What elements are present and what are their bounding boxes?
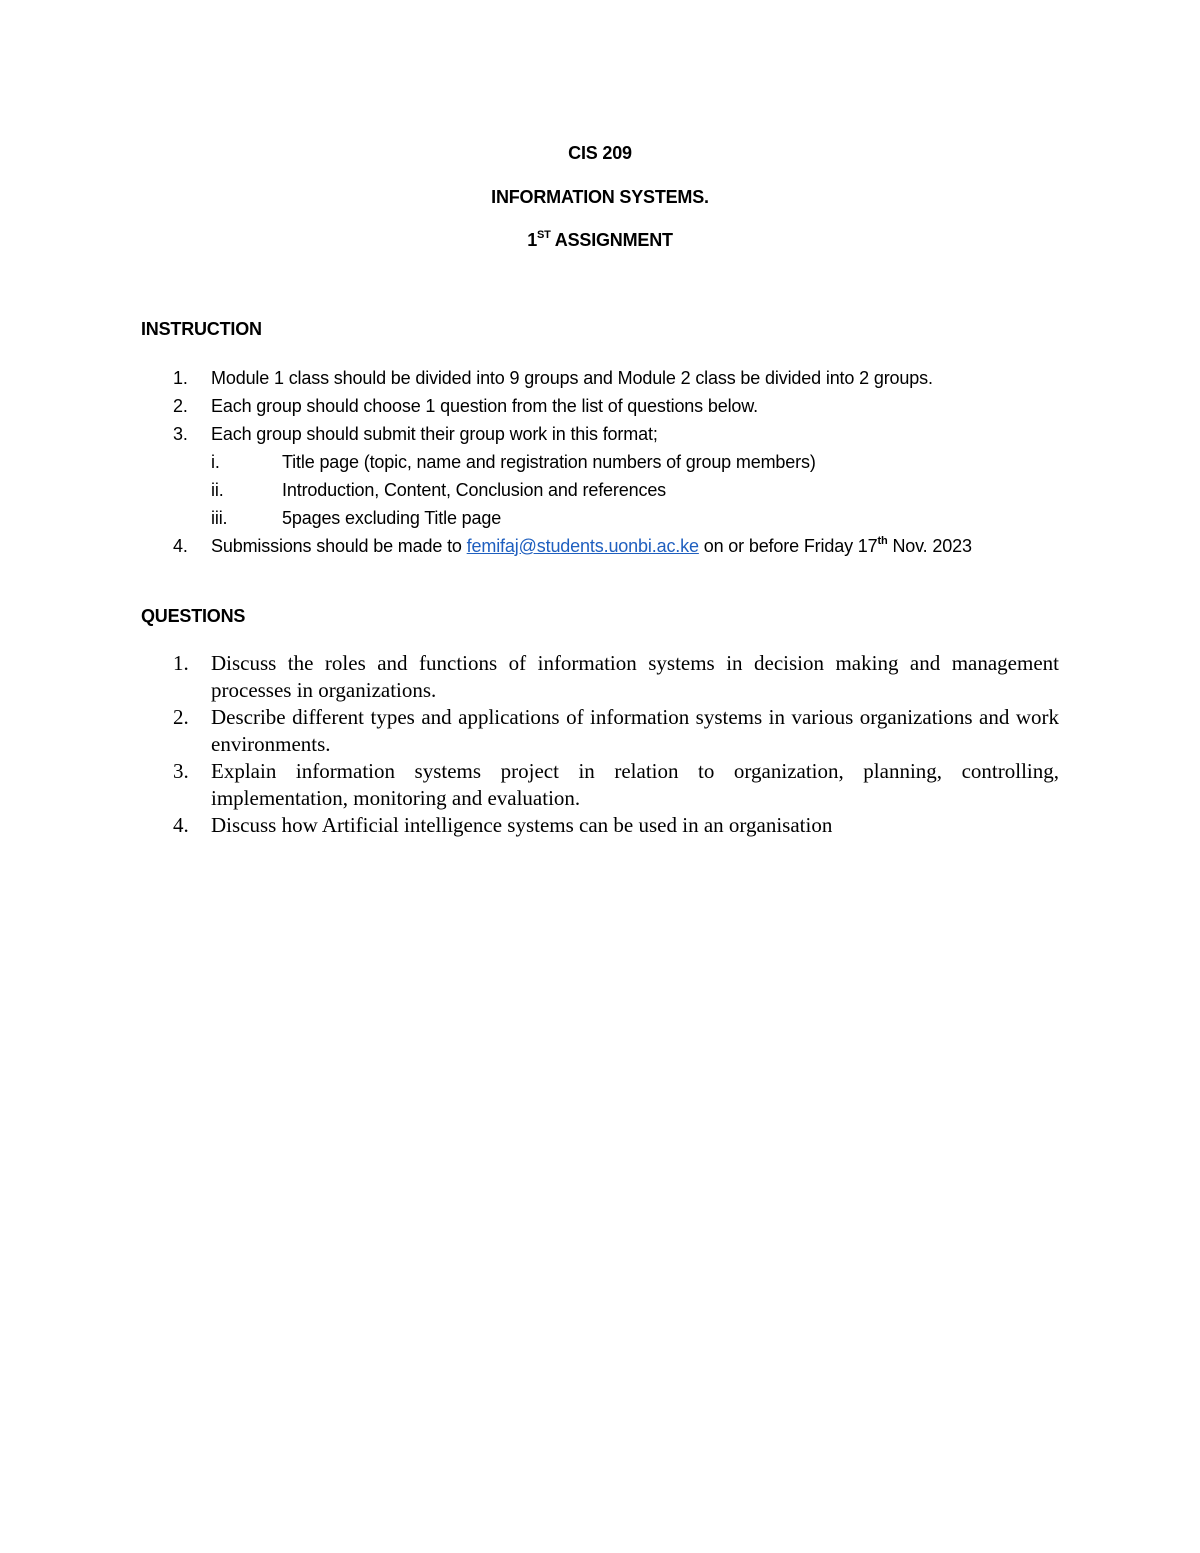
question-text: Describe different types and applications of information systems in various organizations and work environments. [211, 705, 1059, 756]
format-subitem [211, 448, 1041, 476]
instruction-list [141, 364, 1041, 560]
instruction-number: 3. [173, 424, 188, 444]
question-item [141, 704, 1059, 758]
subitem-number: iii. [211, 508, 228, 528]
subitem-text: Title page (topic, name and registration numbers of group members) [282, 452, 816, 472]
format-subitem [211, 504, 1041, 532]
submission-email-link[interactable]: femifaj@students.uonbi.ac.ke [466, 536, 699, 556]
subitem-number: ii. [211, 480, 224, 500]
question-number: 1. [173, 651, 189, 675]
question-number: 3. [173, 759, 189, 783]
instruction-item [141, 392, 1041, 420]
instruction-number: 4. [173, 536, 188, 556]
question-text: Explain information systems project in relation to organization, planning, controlling, implementation, monitoring and evaluation. [211, 759, 1059, 810]
questions-heading: QUESTIONS [141, 606, 246, 626]
instruction-heading: INSTRUCTION [141, 319, 262, 339]
instruction-item [141, 420, 1041, 532]
format-sublist [211, 448, 1041, 532]
question-item [141, 758, 1059, 812]
course-title: INFORMATION SYSTEMS. [491, 187, 709, 207]
instruction-text: Each group should choose 1 question from the list of questions below. [211, 396, 758, 416]
instruction-number: 2. [173, 396, 188, 416]
instruction-item [141, 364, 1041, 392]
question-item [141, 650, 1059, 704]
format-subitem [211, 476, 1041, 504]
instruction-text-end: Nov. 2023 [887, 536, 972, 556]
assignment-title [0, 230, 1200, 251]
subitem-text: Introduction, Content, Conclusion and references [282, 480, 667, 500]
date-superscript: th [877, 535, 888, 547]
assignment-label: ASSIGNMENT [554, 230, 673, 250]
assignment-number: 1 [527, 230, 537, 250]
instruction-text: Module 1 class should be divided into 9 groups and Module 2 class be divided into 2 groups. [211, 368, 933, 388]
question-number: 2. [173, 705, 189, 729]
subitem-text: 5pages excluding Title page [282, 508, 502, 528]
instruction-text: Each group should submit their group work in this format; [211, 424, 658, 444]
instruction-text-after: on or before Friday 17 [698, 536, 878, 556]
course-code: CIS 209 [568, 143, 632, 163]
question-text: Discuss how Artificial intelligence systems can be used in an organisation [211, 813, 833, 837]
instruction-text-before: Submissions should be made to [211, 536, 467, 556]
question-text: Discuss the roles and functions of information systems in decision making and management processes in organizations. [211, 651, 1059, 702]
question-number: 4. [173, 813, 189, 837]
assignment-superscript: ST [537, 229, 551, 241]
question-item [141, 812, 1059, 839]
subitem-number: i. [211, 452, 220, 472]
questions-list [141, 650, 1059, 839]
instruction-number: 1. [173, 368, 188, 388]
instruction-item [141, 532, 1041, 560]
